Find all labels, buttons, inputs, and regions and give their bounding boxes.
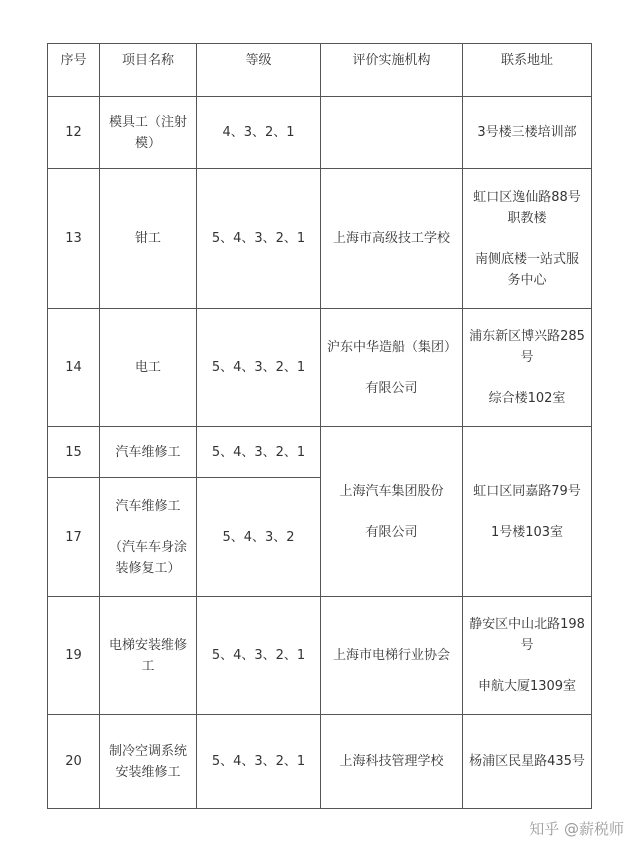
cell-name: 汽车维修工 bbox=[100, 427, 197, 478]
cell-name: 电工 bbox=[100, 309, 197, 427]
watermark-text: 知乎 @薪税师 bbox=[529, 820, 624, 838]
cell-grade: 5、4、3、2 bbox=[197, 478, 321, 597]
org-line-2: 有限公司 bbox=[365, 380, 418, 396]
cell-org bbox=[321, 427, 463, 597]
cell-no: 13 bbox=[48, 169, 100, 309]
addr-line-2: 申航大厦1309室 bbox=[477, 679, 577, 694]
cell-grade: 5、4、3、2、1 bbox=[197, 715, 321, 809]
table-row bbox=[48, 97, 592, 169]
cell-grade: 5、4、3、2、1 bbox=[197, 169, 321, 309]
cell-addr bbox=[463, 309, 592, 427]
watermark bbox=[529, 818, 624, 839]
cell-grade: 5、4、3、2、1 bbox=[197, 597, 321, 715]
table-row bbox=[48, 715, 592, 809]
cell-no: 14 bbox=[48, 309, 100, 427]
cell-addr bbox=[463, 427, 592, 597]
addr-line-2: 南侧底楼一站式服务中心 bbox=[474, 251, 579, 288]
cell-no: 20 bbox=[48, 715, 100, 809]
header-grade: 等级 bbox=[197, 44, 321, 97]
addr-line-2: 1号楼103室 bbox=[490, 524, 564, 540]
cell-no: 12 bbox=[48, 97, 100, 169]
cell-org: 上海市高级技工学校 bbox=[321, 169, 463, 309]
table-row bbox=[48, 309, 592, 427]
cell-no: 15 bbox=[48, 427, 100, 478]
header-addr: 联系地址 bbox=[463, 44, 592, 97]
cell-name: 电梯安装维修工 bbox=[100, 597, 197, 715]
table-row bbox=[48, 597, 592, 715]
cell-org bbox=[321, 97, 463, 169]
cell-addr bbox=[463, 169, 592, 309]
addr-line-2: 综合楼102室 bbox=[488, 391, 566, 406]
addr-line-1: 虹口区逸仙路88号职教楼 bbox=[473, 189, 581, 226]
cell-addr bbox=[463, 597, 592, 715]
cell-name bbox=[100, 478, 197, 597]
table-row bbox=[48, 169, 592, 309]
cell-addr: 3号楼三楼培训部 bbox=[463, 97, 592, 169]
cell-org: 上海科技管理学校 bbox=[321, 715, 463, 809]
addr-line-1: 虹口区同嘉路79号 bbox=[473, 483, 581, 499]
header-no: 序号 bbox=[48, 44, 100, 97]
org-line-1: 沪东中华造船（集团） bbox=[327, 339, 458, 355]
cell-no: 19 bbox=[48, 597, 100, 715]
org-line-2: 有限公司 bbox=[365, 524, 418, 540]
cell-org bbox=[321, 309, 463, 427]
header-name: 项目名称 bbox=[100, 44, 197, 97]
cell-name: 模具工（注射模） bbox=[100, 97, 197, 169]
cell-name: 钳工 bbox=[100, 169, 197, 309]
addr-line-1: 浦东新区博兴路285号 bbox=[469, 329, 585, 365]
addr-line-1: 静安区中山北路198号 bbox=[469, 617, 585, 653]
name-line-1: 汽车维修工 bbox=[115, 498, 181, 514]
cell-name: 制冷空调系统安装维修工 bbox=[100, 715, 197, 809]
qualification-table bbox=[47, 43, 592, 809]
name-line-2: （汽车车身涂装修复工） bbox=[108, 539, 187, 576]
header-org: 评价实施机构 bbox=[321, 44, 463, 97]
cell-grade: 5、4、3、2、1 bbox=[197, 427, 321, 478]
cell-no: 17 bbox=[48, 478, 100, 597]
header-row bbox=[48, 44, 592, 97]
table-row bbox=[48, 427, 592, 478]
org-line-1: 上海汽车集团股份 bbox=[339, 483, 444, 499]
cell-org: 上海市电梯行业协会 bbox=[321, 597, 463, 715]
cell-grade: 4、3、2、1 bbox=[197, 97, 321, 169]
cell-addr: 杨浦区民星路435号 bbox=[463, 715, 592, 809]
cell-grade: 5、4、3、2、1 bbox=[197, 309, 321, 427]
